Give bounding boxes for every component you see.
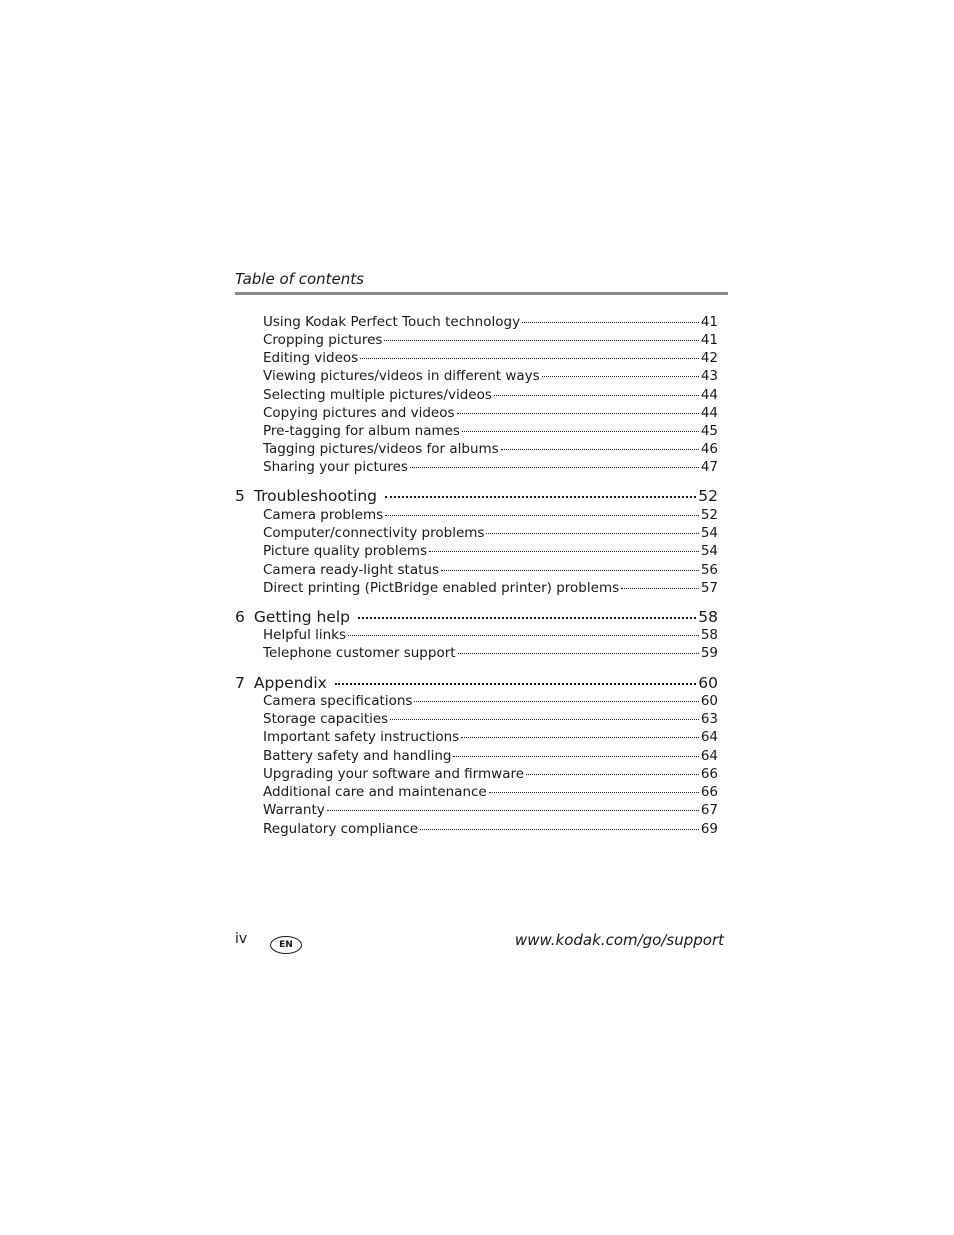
- toc-page-number: 42: [700, 350, 718, 366]
- toc-page-number: 59: [700, 645, 718, 661]
- toc-entry-title: Sharing your pictures: [263, 459, 408, 475]
- toc-entry[interactable]: [263, 579, 718, 597]
- toc-entry-title: Additional care and maintenance: [263, 784, 487, 800]
- toc-page-number: 66: [700, 784, 718, 800]
- toc-entry[interactable]: [263, 331, 718, 349]
- dot-leader: [360, 358, 699, 359]
- toc-entry-title: Telephone customer support: [263, 645, 456, 661]
- toc-entry[interactable]: [263, 458, 718, 476]
- toc-chapter-entry[interactable]: [235, 673, 718, 693]
- dot-leader: [420, 829, 699, 830]
- toc-page-number: 63: [700, 711, 718, 727]
- toc-entry[interactable]: [263, 367, 718, 385]
- toc-page-number: 45: [700, 423, 718, 439]
- toc-entry-title: Using Kodak Perfect Touch technology: [263, 314, 521, 330]
- toc-entry-title: Helpful links: [263, 627, 347, 643]
- toc-entry[interactable]: [263, 349, 718, 367]
- toc-entry[interactable]: [263, 626, 718, 644]
- toc-page-number: 58: [698, 608, 718, 626]
- toc-page-number: 60: [700, 693, 718, 709]
- toc-chapter-entry[interactable]: [235, 607, 718, 627]
- toc-page-number: 60: [698, 674, 718, 692]
- toc-entry-title: Copying pictures and videos: [263, 405, 455, 421]
- toc-page-number: 41: [700, 332, 718, 348]
- toc-entry[interactable]: [263, 801, 718, 819]
- toc-entry[interactable]: [263, 820, 718, 838]
- toc-entry-title: Troubleshooting: [253, 487, 377, 505]
- toc-entry-title: Warranty: [263, 802, 325, 818]
- support-url-link[interactable]: www.kodak.com/go/support: [514, 931, 724, 949]
- dot-leader: [542, 376, 699, 377]
- toc-entry[interactable]: [263, 313, 718, 331]
- dot-leader: [526, 774, 699, 775]
- toc-entry[interactable]: [263, 783, 718, 801]
- dot-leader: [335, 683, 696, 685]
- dot-leader: [410, 467, 699, 468]
- toc-entry-title: Picture quality problems: [263, 543, 428, 559]
- toc-page-number: 41: [700, 314, 718, 330]
- toc-entry-title: Editing videos: [263, 350, 359, 366]
- dot-leader: [385, 515, 699, 516]
- toc-entry-title: Camera specifications: [263, 693, 413, 709]
- toc-entry-title: Battery safety and handling: [263, 748, 452, 764]
- toc-entry-title: Camera problems: [263, 507, 384, 523]
- toc-entry[interactable]: [263, 765, 718, 783]
- dot-leader: [457, 413, 699, 414]
- dot-leader: [348, 635, 699, 636]
- toc-entry-title: Direct printing (PictBridge enabled printer) problems: [263, 580, 620, 596]
- toc-chapter-number: 7: [235, 674, 245, 692]
- dot-leader: [327, 810, 699, 811]
- toc-entry[interactable]: [263, 747, 718, 765]
- toc-chapter-number: 6: [235, 608, 245, 626]
- toc-page-number: 54: [700, 525, 718, 541]
- language-badge: EN: [270, 936, 302, 954]
- toc-entry-title: Viewing pictures/videos in different ways: [263, 368, 540, 384]
- toc-page-number: 58: [700, 627, 718, 643]
- dot-leader: [621, 588, 699, 589]
- toc-entry[interactable]: [263, 506, 718, 524]
- toc-entry[interactable]: [263, 692, 718, 710]
- dot-leader: [494, 395, 699, 396]
- toc-page-number: 56: [700, 562, 718, 578]
- dot-leader: [522, 322, 699, 323]
- toc-page-number: 57: [700, 580, 718, 596]
- toc-page-number: 66: [700, 766, 718, 782]
- toc-page-number: 47: [700, 459, 718, 475]
- header-rule: [235, 292, 728, 295]
- dot-leader: [390, 719, 699, 720]
- dot-leader: [453, 756, 698, 757]
- toc-entry[interactable]: [263, 524, 718, 542]
- toc-entry-title: Upgrading your software and firmware: [263, 766, 525, 782]
- toc-page-number: 67: [700, 802, 718, 818]
- toc-entry-title: Cropping pictures: [263, 332, 383, 348]
- toc-page-number: 54: [700, 543, 718, 559]
- toc-entry-title: Regulatory compliance: [263, 821, 419, 837]
- toc-entry[interactable]: [263, 440, 718, 458]
- dot-leader: [486, 533, 698, 534]
- toc-entry-title: Appendix: [253, 674, 327, 692]
- toc-entry-title: Computer/connectivity problems: [263, 525, 485, 541]
- toc-entry-title: Important safety instructions: [263, 729, 460, 745]
- toc-entry[interactable]: [263, 710, 718, 728]
- toc-entry-title: Storage capacities: [263, 711, 389, 727]
- dot-leader: [429, 551, 699, 552]
- toc-entry-title: Selecting multiple pictures/videos: [263, 387, 492, 403]
- dot-leader: [385, 496, 696, 498]
- toc-entry[interactable]: [263, 404, 718, 422]
- toc-entry[interactable]: [263, 644, 718, 662]
- dot-leader: [458, 653, 699, 654]
- toc-entry[interactable]: [263, 542, 718, 560]
- toc-entry[interactable]: [263, 386, 718, 404]
- toc-page-number: 46: [700, 441, 718, 457]
- toc-chapter-number: 5: [235, 487, 245, 505]
- dot-leader: [462, 431, 699, 432]
- toc-entry-title: Getting help: [253, 608, 350, 626]
- dot-leader: [461, 737, 699, 738]
- toc-page-number: 44: [700, 387, 718, 403]
- toc-page-number: 69: [700, 821, 718, 837]
- toc-page-number: 43: [700, 368, 718, 384]
- dot-leader: [501, 449, 699, 450]
- toc-page-number: 64: [700, 748, 718, 764]
- toc-entry[interactable]: [263, 422, 718, 440]
- toc-page-number: 64: [700, 729, 718, 745]
- toc-entry-title: Tagging pictures/videos for albums: [263, 441, 499, 457]
- dot-leader: [358, 617, 696, 619]
- toc-chapter-entry[interactable]: [235, 486, 718, 506]
- toc-entry-title: Pre-tagging for album names: [263, 423, 460, 439]
- toc-page-number: 44: [700, 405, 718, 421]
- dot-leader: [414, 701, 698, 702]
- page-number: iv: [235, 931, 248, 947]
- dot-leader: [441, 570, 699, 571]
- toc-entry[interactable]: [263, 728, 718, 746]
- toc-page-number: 52: [698, 487, 718, 505]
- toc-entry-title: Camera ready-light status: [263, 562, 439, 578]
- dot-leader: [489, 792, 699, 793]
- dot-leader: [384, 340, 698, 341]
- toc-page-number: 52: [700, 507, 718, 523]
- toc-entry[interactable]: [263, 561, 718, 579]
- running-title: Table of contents: [235, 270, 364, 288]
